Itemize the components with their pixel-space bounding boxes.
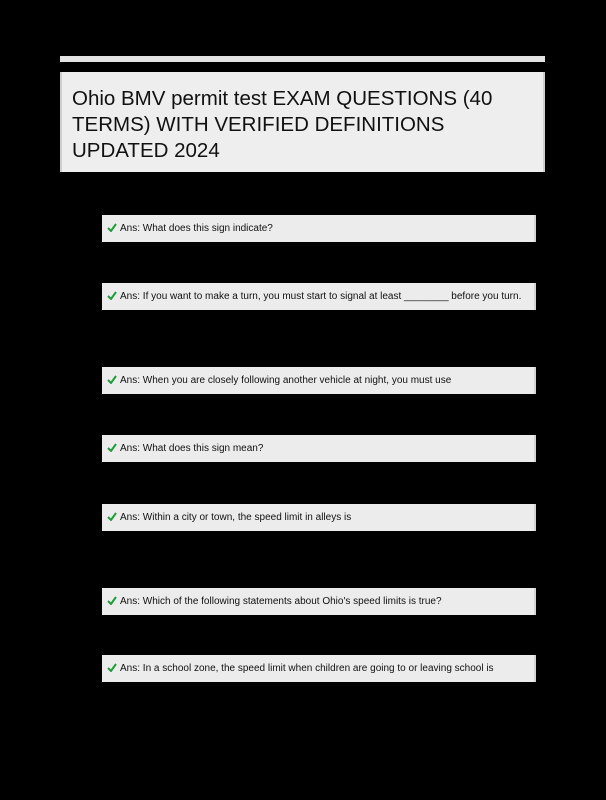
checkmark-icon <box>107 512 117 521</box>
qa-prefix: Ans: <box>120 375 141 386</box>
document-title: Ohio BMV permit test EXAM QUESTIONS (40 TERMS) WITH VERIFIED DEFINITIONS UPDATED 2024 <box>72 87 493 162</box>
qa-prefix: Ans: <box>120 596 141 607</box>
footer-page-mark <box>495 767 551 776</box>
qa-item <box>102 504 536 531</box>
qa-item <box>102 655 536 682</box>
qa-item <box>102 215 536 242</box>
qa-item <box>102 588 536 615</box>
qa-text: In a school zone, the speed limit when children are going to or leaving school is <box>142 663 494 674</box>
qa-text: When you are closely following another vehicle at night, you must use <box>142 375 452 386</box>
qa-text: What does this sign indicate? <box>142 223 273 234</box>
qa-text: Within a city or town, the speed limit in alleys is <box>142 512 352 523</box>
qa-prefix: Ans: <box>120 663 141 674</box>
header-rule <box>60 56 545 62</box>
qa-text: What does this sign mean? <box>142 443 264 454</box>
qa-prefix: Ans: <box>120 223 141 234</box>
checkmark-icon <box>107 443 117 452</box>
qa-text: If you want to make a turn, you must start to signal at least ________ before you turn. <box>142 291 522 302</box>
checkmark-icon <box>107 596 117 605</box>
qa-prefix: Ans: <box>120 443 141 454</box>
title-box <box>60 72 545 172</box>
checkmark-icon <box>107 223 117 232</box>
qa-prefix: Ans: <box>120 512 141 523</box>
checkmark-icon <box>107 375 117 384</box>
checkmark-icon <box>107 291 117 300</box>
qa-text: Which of the following statements about Ohio's speed limits is true? <box>142 596 442 607</box>
qa-item <box>102 435 536 462</box>
checkmark-icon <box>107 663 117 672</box>
footer-site-mark <box>56 767 122 776</box>
qa-prefix: Ans: <box>120 291 141 302</box>
qa-item <box>102 367 536 394</box>
qa-item <box>102 283 536 310</box>
